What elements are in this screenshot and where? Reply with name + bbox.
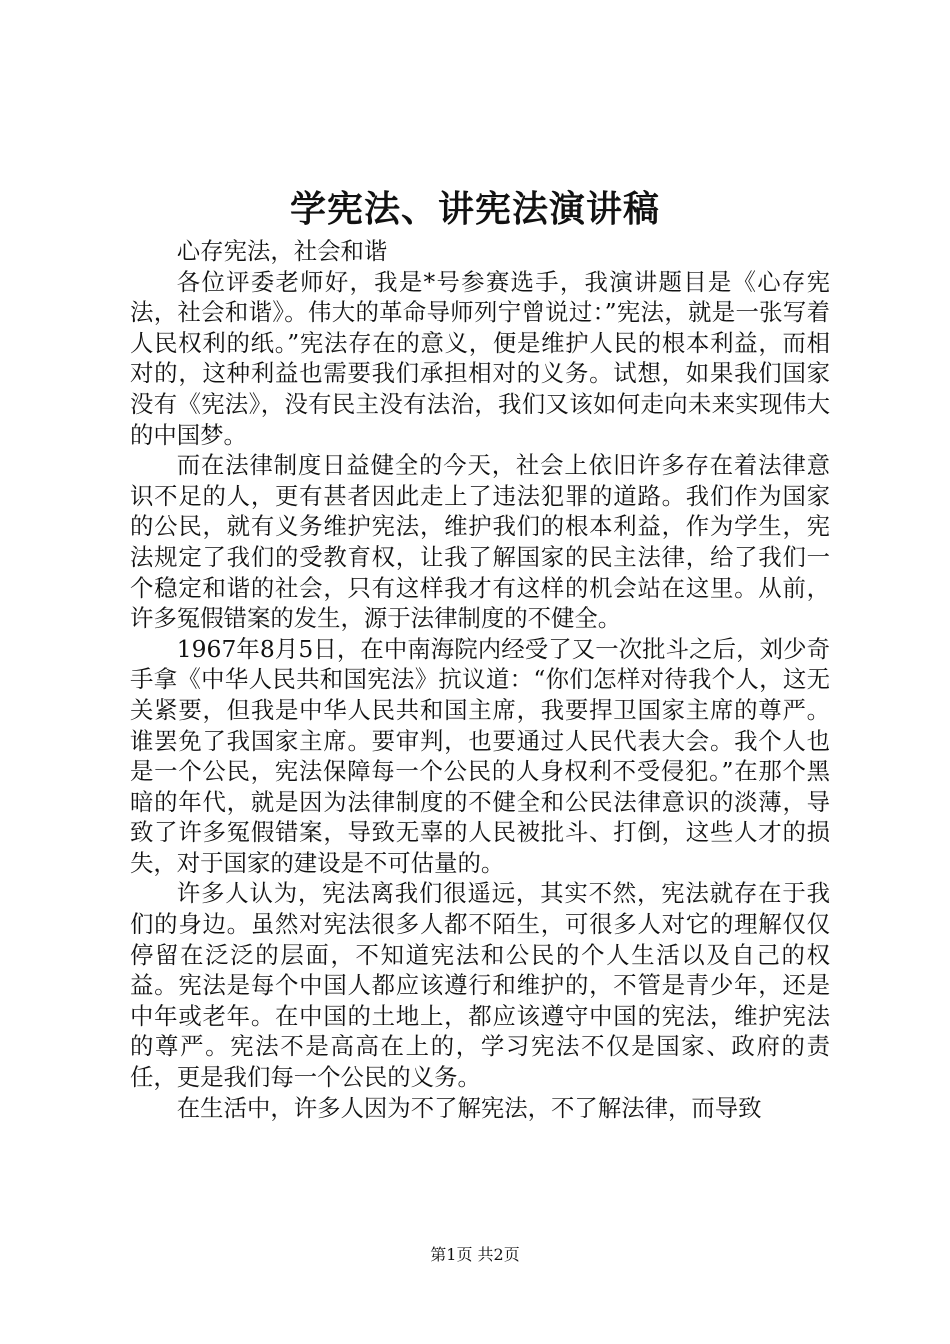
paragraph: 许多人认为，宪法离我们很遥远，其实不然，宪法就存在于我们的身边。虽然对宪法很多人都不陌生，可很多人对它的理解仅仅停留在泛泛的层面，不知道宪法和公民的个人生活以及自己的权益。宪法是每个中国人都应该遵行和维护的，不管是青少年，还是中年或老年。在中国的土地上，都应该遵守中国的宪法，维护宪法的尊严。宪法不是高高在上的，学习宪法不仅是国家、政府的责任，更是我们每一个公民的义务。 [130, 879, 830, 1092]
paragraph: 1967年8月5日，在中南海院内经受了又一次批斗之后，刘少奇手拿《中华人民共和国宪法》抗议道：“你们怎样对待我个人，这无关紧要，但我是中华人民共和国主席，我要捍卫国家主席的尊严。谁罢免了我国家主席。要审判，也要通过人民代表大会。我个人也是一个公民，宪法保障每一个公民的人身权利不受侵犯。”在那个黑暗的年代，就是因为法律制度的不健全和公民法律意识的淡薄，导致了许多冤假错案，导致无辜的人民被批斗、打倒，这些人才的损失，对于国家的建设是不可估量的。 [130, 634, 830, 877]
document-title: 学宪法、讲宪法演讲稿 [289, 188, 660, 230]
paragraph: 而在法律制度日益健全的今天，社会上依旧许多存在着法律意识不足的人，更有甚者因此走上了违法犯罪的道路。我们作为国家的公民，就有义务维护宪法，维护我们的根本利益，作为学生，宪法规定了我们的受教育权，让我了解国家的民主法律，给了我们一个稳定和谐的社会，只有这样我才有这样的机会站在这里。从前，许多冤假错案的发生，源于法律制度的不健全。 [130, 451, 830, 633]
page-footer: 第1页 共2页 [430, 1245, 520, 1264]
paragraph-heading: 心存宪法，社会和谐 [176, 237, 388, 265]
paragraph: 在生活中，许多人因为不了解宪法，不了解法律，而导致 [176, 1093, 762, 1122]
paragraph: 各位评委老师好，我是*号参赛选手，我演讲题目是《心存宪法，社会和谐》。伟大的革命导师列宁曾说过：”宪法，就是一张写着人民权利的纸。”宪法存在的意义，便是维护人民的根本利益，而相对的，这种利益也需要我们承担相对的义务。试想，如果我们国家没有《宪法》，没有民主没有法治，我们又该如何走向未来实现伟大的中国梦。 [130, 267, 830, 449]
document-body [130, 236, 830, 1123]
